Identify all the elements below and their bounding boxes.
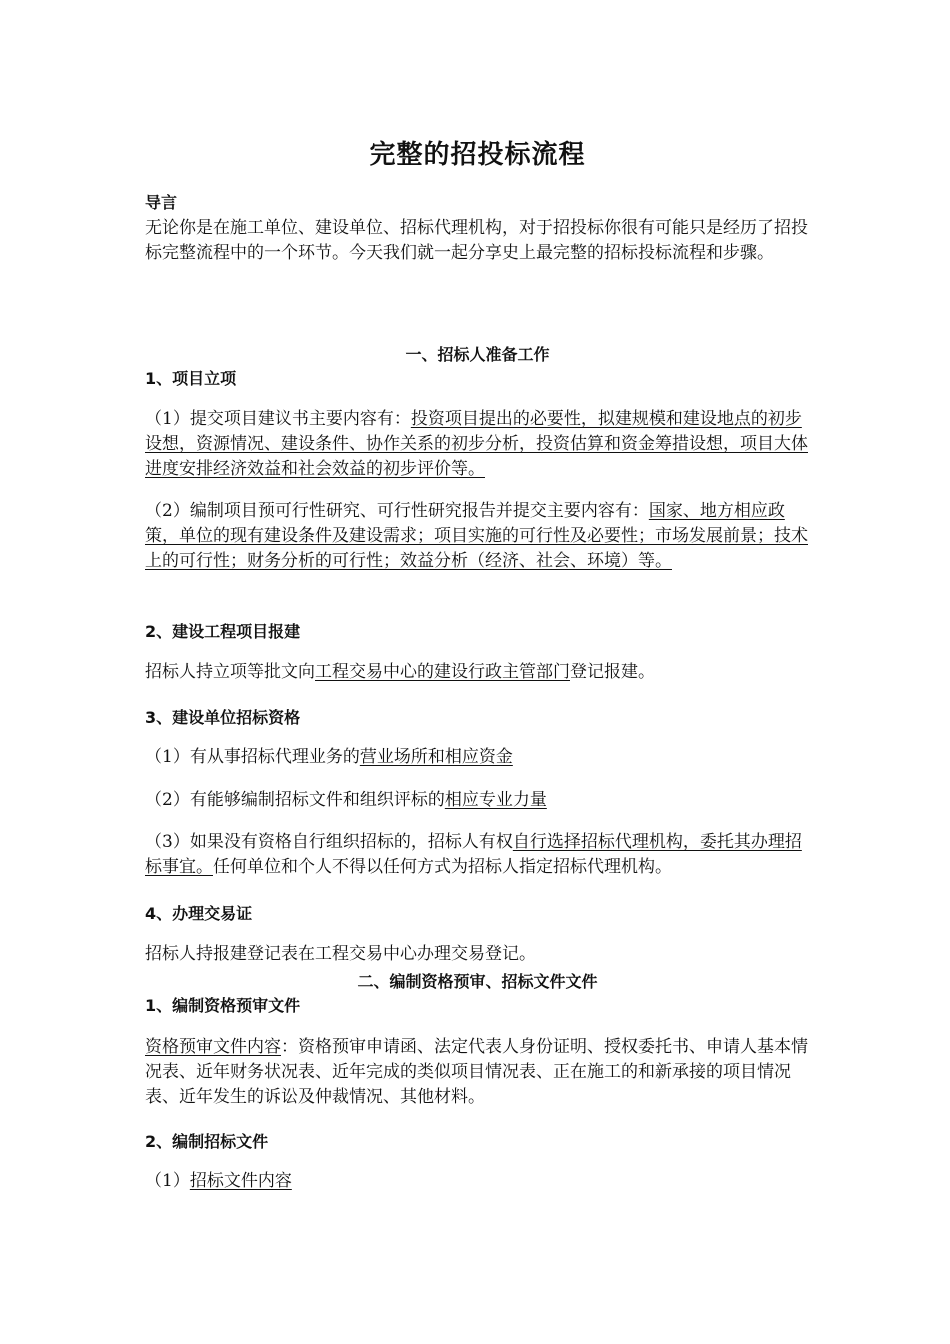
text-prefix: （1）	[145, 1171, 190, 1191]
section1-heading: 一、招标人准备工作	[405, 345, 550, 364]
text-prefix: （2）有能够编制招标文件和组织评标的	[145, 790, 445, 810]
section1-3-paragraph-3	[145, 830, 810, 880]
section2-heading: 二、编制资格预审、招标文件文件	[357, 972, 598, 991]
section1-3-paragraph-2	[145, 788, 810, 813]
section2-2-paragraph-1	[145, 1169, 810, 1194]
document-title: 完整的招投标流程	[369, 140, 586, 170]
underlined-text: 工程交易中心的建设行政主管部门	[315, 662, 570, 682]
text-suffix: 登记报建。	[570, 662, 655, 682]
underlined-text: 资格预审文件内容	[145, 1037, 281, 1057]
intro-paragraph: 无论你是在施工单位、建设单位、招标代理机构，对于招投标你很有可能只是经历了招投标完整流程中的一个环节。今天我们就一起分享史上最完整的招标投标流程和步骤。	[145, 218, 808, 263]
section1-1-paragraph-2	[145, 499, 810, 574]
underlined-text: 营业场所和相应资金	[359, 747, 513, 767]
section2-1-heading: 1、编制资格预审文件	[145, 996, 301, 1015]
section1-3-paragraph-1	[145, 745, 810, 770]
section1-2-paragraph	[145, 660, 810, 685]
underlined-text: 国家、地方相应政策，单位的现有建设条件及建设需求；项目实施的可行性及必要性；市场发展前景；技术上的可行性；财务分析的可行性；效益分析（经济、社会、环境）等。	[145, 501, 808, 571]
text-prefix: （1）提交项目建议书主要内容有：	[145, 409, 411, 429]
section1-2-heading: 2、建设工程项目报建	[145, 622, 301, 641]
underlined-text: 招标文件内容	[189, 1171, 292, 1191]
text-prefix: （2）编制项目预可行性研究、可行性研究报告并提交主要内容有：	[145, 501, 649, 521]
section1-4-heading: 4、办理交易证	[145, 904, 253, 923]
intro-heading: 导言	[145, 193, 178, 212]
underlined-text: 投资项目提出的必要性，拟建规模和建设地点的初步设想，资源情况、建设条件、协作关系的初步分析，投资估算和资金筹措设想，项目大体进度安排经济效益和社会效益的初步评价等。	[145, 409, 808, 479]
text-prefix: （1）有从事招标代理业务的	[145, 747, 360, 767]
text-prefix: 招标人持立项等批文向	[145, 662, 315, 682]
section1-4-paragraph: 招标人持报建登记表在工程交易中心办理交易登记。	[145, 944, 536, 964]
underlined-text: 自行选择招标代理机构，委托其办理招标事宜。	[145, 832, 802, 877]
section1-1-heading: 1、项目立项	[145, 369, 237, 388]
underlined-text: 相应专业力量	[444, 790, 547, 810]
text-prefix: （3）如果没有资格自行组织招标的，招标人有权	[145, 832, 513, 852]
section2-1-paragraph	[145, 1035, 810, 1110]
section2-2-heading: 2、编制招标文件	[145, 1132, 269, 1151]
section1-3-heading: 3、建设单位招标资格	[145, 708, 301, 727]
section1-1-paragraph-1	[145, 407, 810, 482]
text-suffix: ：资格预审申请函、法定代表人身份证明、授权委托书、申请人基本情况表、近年财务状况表、近年完成的类似项目情况表、正在施工的和新承接的项目情况表、近年发生的诉讼及仲裁情况、其他材料。	[145, 1037, 808, 1107]
text-suffix: 任何单位和个人不得以任何方式为招标人指定招标代理机构。	[213, 857, 672, 877]
